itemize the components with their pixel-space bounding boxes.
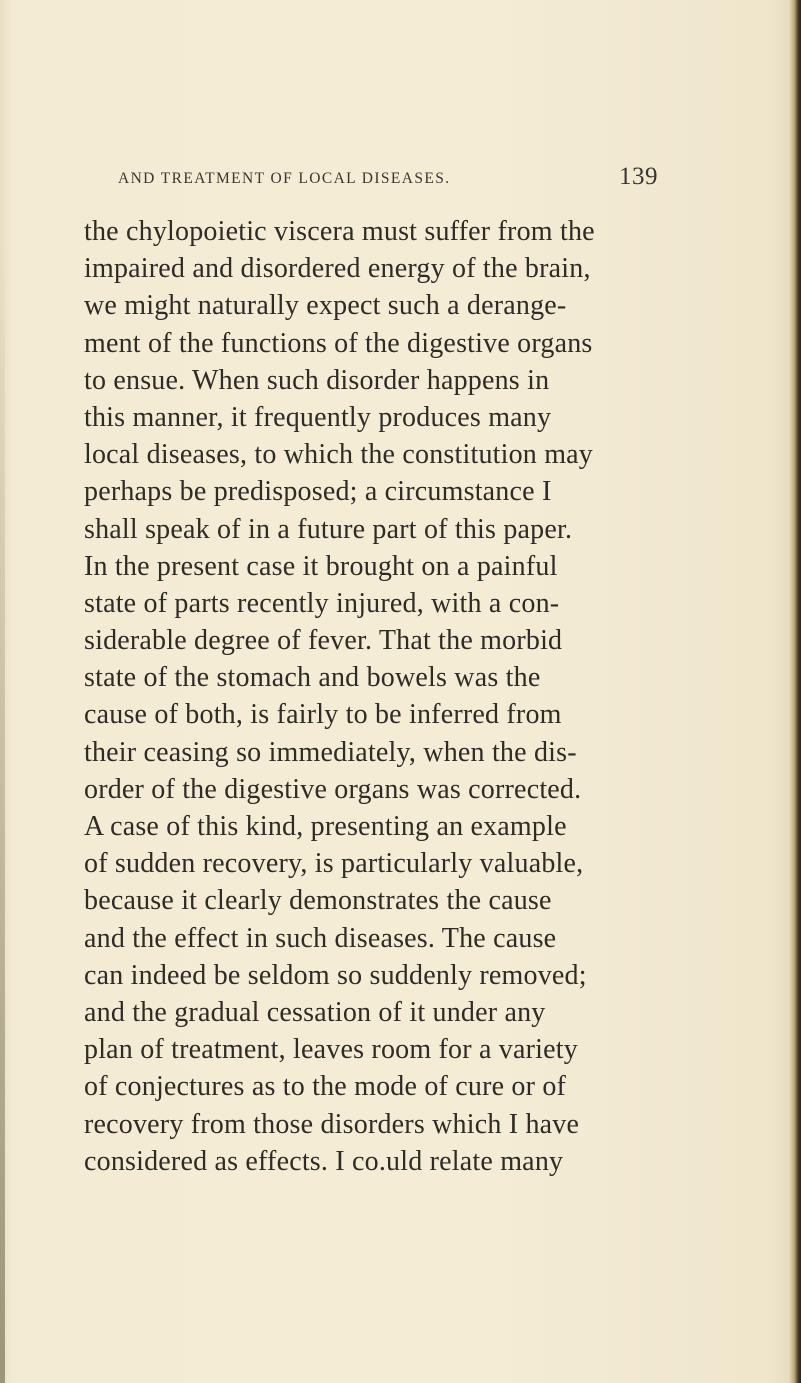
text-line: recovery from those disorders which I have [84,1108,580,1140]
page-number: 139 [619,163,658,190]
body-paragraph [84,213,644,1180]
text-line: we might naturally expect such a derange- [84,290,567,322]
text-line: of sudden recovery, is particularly valuable, [84,848,584,880]
text-line: local diseases, to which the constitution may [84,439,594,471]
running-title: AND TREATMENT OF LOCAL DISEASES. [118,170,451,187]
text-line: In the present case it brought on a painful [84,550,558,582]
text-line: and the effect in such diseases. The cause [84,922,557,954]
text-line: can indeed be seldom so suddenly removed; [84,959,587,991]
running-head [118,163,678,196]
text-line: A case of this kind, presenting an example [84,811,567,842]
text-line: siderable degree of fever. That the morbid [84,625,563,657]
page-left-edge-shadow [0,240,5,1383]
text-line: considered as effects. I co.uld relate many [84,1145,564,1177]
text-line: plan of treatment, leaves room for a variety [84,1034,578,1066]
text-line: of conjectures as to the mode of cure or of [84,1071,567,1103]
text-line: to ensue. When such disorder happens in [84,364,550,396]
text-line: and the gradual cessation of it under any [84,996,546,1028]
text-line: state of parts recently injured, with a con- [84,587,560,619]
text-line: state of the stomach and bowels was the [84,662,541,694]
page-right-edge-binding [789,0,801,1383]
text-line: this manner, it frequently produces many [84,401,552,433]
text-line: perhaps be predisposed; a circumstance I [84,476,552,508]
text-line: order of the digestive organs was corrected. [84,773,582,805]
text-line: because it clearly demonstrates the cause [84,885,552,917]
text-line: their ceasing so immediately, when the dis- [84,736,577,768]
text-line: ment of the functions of the digestive organs [84,327,593,359]
text-line: the chylopoietic viscera must suffer from the [84,216,595,247]
text-line: cause of both, is fairly to be inferred from [84,699,562,731]
text-line: shall speak of in a future part of this paper. [84,513,573,545]
text-line: impaired and disordered energy of the brain, [84,253,591,285]
